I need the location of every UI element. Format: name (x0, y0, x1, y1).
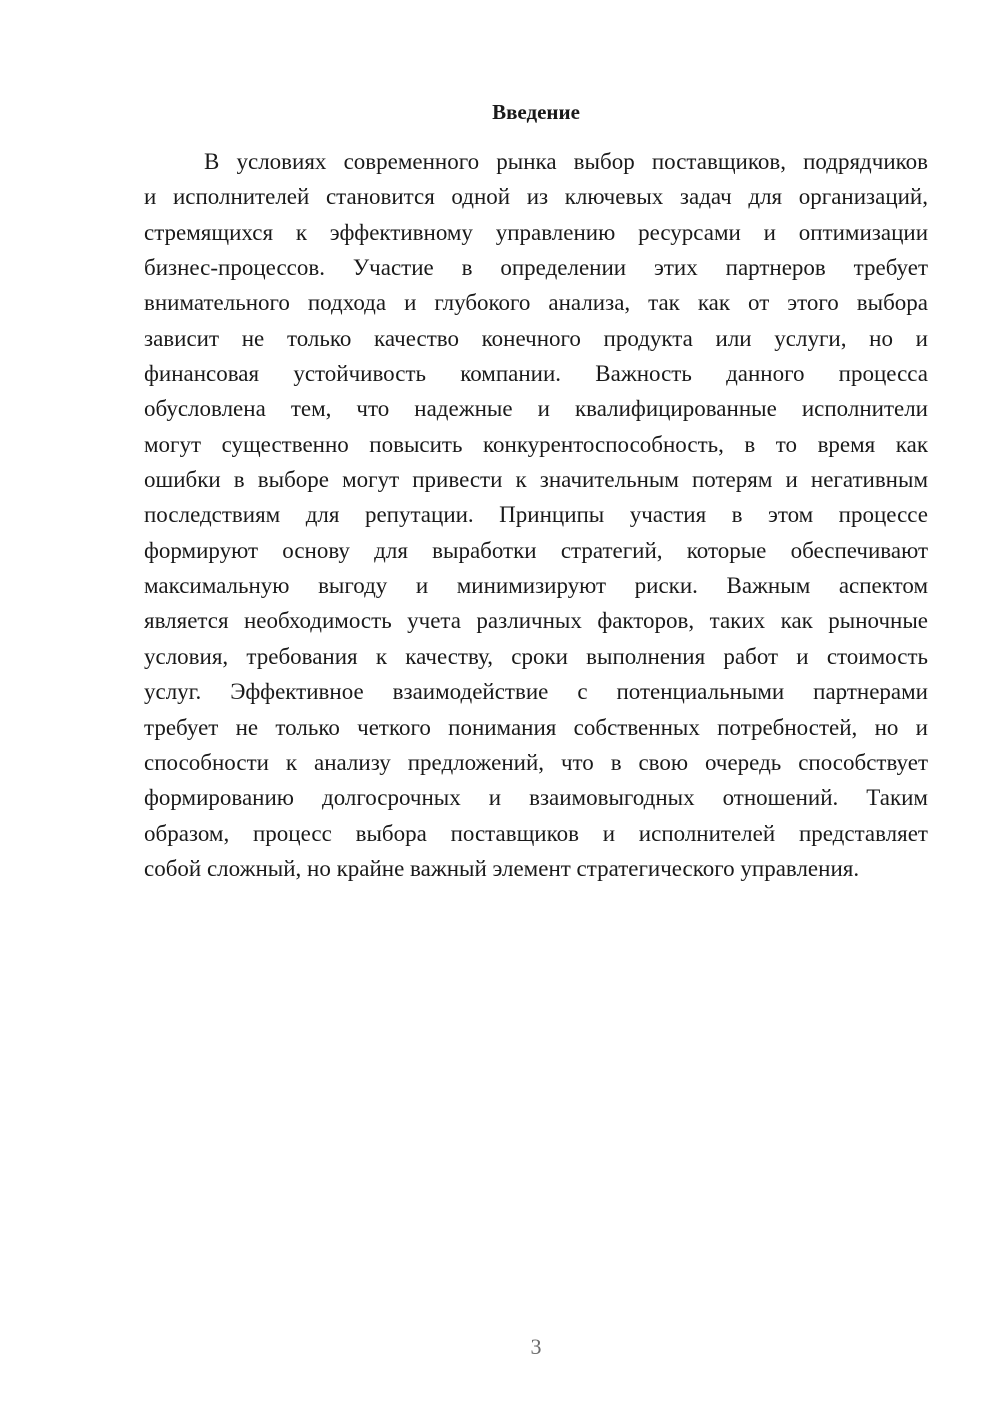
paragraph-line: собой сложный, но крайне важный элемент стратегического управления. (144, 855, 860, 881)
paragraph-line: последствиям для репутации. Принципы участия в этом процессе (144, 502, 928, 528)
section-heading: Введение (492, 100, 580, 124)
paragraph-line: бизнес-процессов. Участие в определении этих партнеров требует (144, 255, 928, 281)
paragraph-line: услуг. Эффективное взаимодействие с потенциальными партнерами (144, 679, 928, 705)
paragraph-line: условия, требования к качеству, сроки выполнения работ и стоимость (144, 643, 928, 669)
paragraph-line: максимальную выгоду и минимизируют риски. Важным аспектом (144, 573, 928, 599)
paragraph-line: формируют основу для выработки стратегий, которые обеспечивают (144, 537, 928, 563)
paragraph-line: ошибки в выборе могут привести к значительным потерям и негативным (144, 467, 928, 493)
paragraph-line: и исполнителей становится одной из ключевых задач для организаций, (144, 184, 928, 210)
paragraph-line: зависит не только качество конечного продукта или услуги, но и (144, 325, 928, 351)
paragraph-line: формированию долгосрочных и взаимовыгодных отношений. Таким (144, 785, 928, 811)
paragraph-line: требует не только четкого понимания собственных потребностей, но и (144, 714, 928, 740)
paragraph-line: стремящихся к эффективному управлению ресурсами и оптимизации (144, 219, 928, 245)
intro-paragraph (144, 144, 928, 886)
paragraph-line: является необходимость учета различных факторов, таких как рыночные (144, 608, 928, 634)
paragraph-line: образом, процесс выбора поставщиков и исполнителей представляет (144, 820, 928, 846)
paragraph-line: способности к анализу предложений, что в свою очередь способствует (144, 749, 928, 775)
paragraph-line: обусловлена тем, что надежные и квалифицированные исполнители (144, 396, 928, 422)
paragraph-line: финансовая устойчивость компании. Важность данного процесса (144, 361, 928, 387)
page-number: 3 (530, 1334, 542, 1359)
paragraph-line: могут существенно повысить конкурентоспособность, в то время как (144, 431, 928, 457)
paragraph-line: В условиях современного рынка выбор поставщиков, подрядчиков (204, 149, 928, 174)
paragraph-line: внимательного подхода и глубокого анализа, так как от этого выбора (144, 290, 928, 316)
